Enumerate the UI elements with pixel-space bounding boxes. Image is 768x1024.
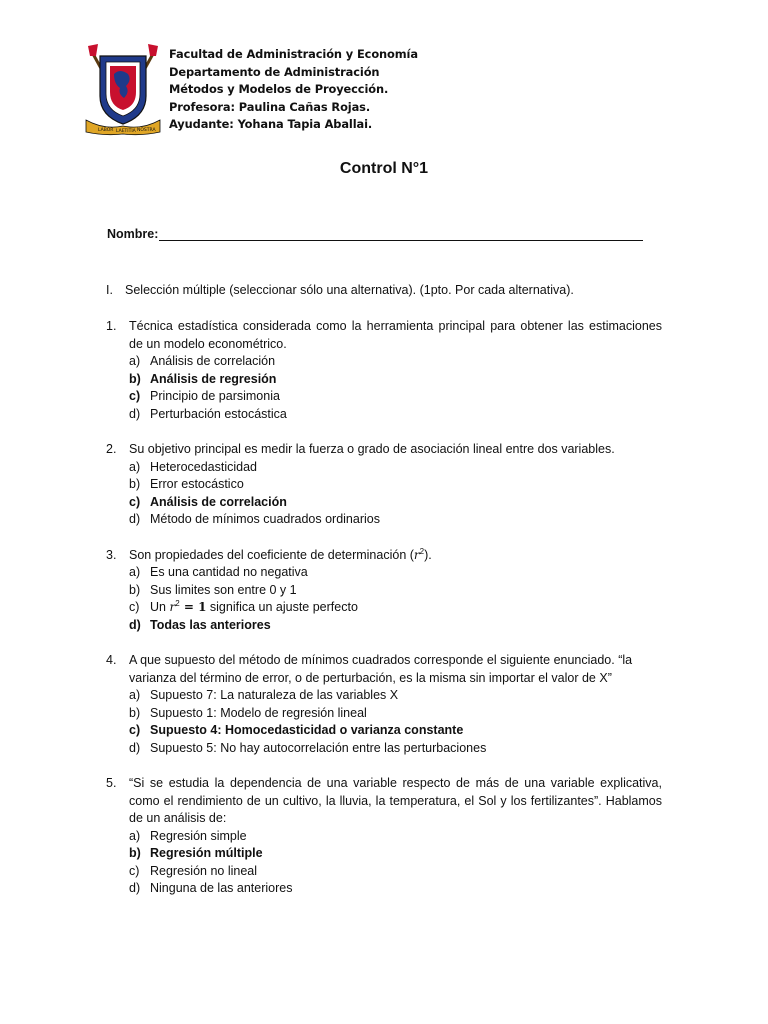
question-text: A que supuesto del método de mínimos cuadrados corresponde el siguiente enunciado. “la varianza del término de error, o de perturbación, es la misma sin importar el valor de X” [129, 653, 633, 685]
section-instructions: Selección múltiple (seleccionar sólo una alternativa). (1pto. Por cada alternativa). [125, 283, 574, 297]
option-b[interactable]: b) Análisis de regresión [129, 371, 277, 386]
name-field[interactable] [107, 227, 643, 241]
question-list [106, 318, 662, 916]
option-c[interactable]: c) Análisis de correlación [129, 494, 287, 509]
question-text: “Si se estudia la dependencia de una variable respecto de más de una variable explicativa, como el rendimiento de un cultivo, la lluvia, la temperatura, el Sol y los fertilizantes”. Hablamos de un análisis de: [129, 776, 662, 825]
option-d[interactable]: d) Perturbación estocástica [129, 406, 287, 421]
option-d[interactable]: d) Ninguna de las anteriores [129, 881, 293, 895]
option-c[interactable]: c) Supuesto 4: Homocedasticidad o varianza constante [129, 723, 464, 737]
option-a[interactable]: a) Análisis de correlación [129, 354, 276, 368]
option-c[interactable]: c) Principio de parsimonia [129, 389, 280, 403]
crest-banner-text [98, 127, 156, 134]
university-crest-icon [84, 44, 162, 136]
option-d[interactable]: d) Método de mínimos cuadrados ordinarios [129, 512, 380, 526]
page-title: Control N°1 [339, 160, 429, 177]
section-number: I. [106, 283, 113, 297]
option-text: Un $r^2 = 1$ significa un ajuste perfecto [150, 598, 358, 614]
institution-header [169, 46, 418, 134]
name-blank-line[interactable] [159, 227, 643, 241]
question-1 [106, 318, 662, 423]
question-text: Su objetivo principal es medir la fuerza o grado de asociación lineal entre dos variables. [129, 442, 615, 456]
option-a[interactable]: a) Heterocedasticidad [129, 459, 258, 474]
question-number: 3. [106, 547, 117, 562]
option-b[interactable]: b) Error estocástico [129, 477, 244, 491]
question-5 [106, 775, 662, 898]
question-text: Técnica estadística considerada como la herramienta principal para obtener las estimaciones de un modelo econométrico. [129, 319, 662, 351]
option-d[interactable]: d) Todas las anteriores [129, 617, 271, 632]
question-number: 5. [106, 776, 117, 790]
question-number: 1. [106, 319, 117, 333]
faculty-line: Facultad de Administración y Economía [169, 47, 418, 61]
svg-text:LABOR: LABOR [98, 128, 114, 133]
svg-text:NOSTRA: NOSTRA [137, 128, 156, 133]
option-a[interactable]: a) Supuesto 7: La naturaleza de las variables X [129, 688, 399, 702]
department-line: Departamento de Administración [169, 64, 380, 79]
question-text: Son propiedades del coeficiente de determinación $(r^2)$. [129, 546, 432, 562]
option-a[interactable]: a) Es una cantidad no negativa [129, 565, 308, 579]
section-heading [106, 283, 574, 297]
course-line: Métodos y Modelos de Proyección. [169, 82, 389, 97]
option-d[interactable]: d) Supuesto 5: No hay autocorrelación entre las perturbaciones [129, 740, 487, 755]
professor-line: Profesora: Paulina Cañas Rojas. [169, 99, 371, 114]
option-b[interactable]: b) Sus limites son entre 0 y 1 [129, 582, 297, 597]
question-number: 4. [106, 653, 117, 667]
option-b[interactable]: b) Supuesto 1: Modelo de regresión lineal [129, 705, 367, 720]
option-c[interactable]: c) Regresión no lineal [129, 863, 258, 878]
option-a[interactable]: a) Regresión simple [129, 828, 247, 843]
option-b[interactable]: b) Regresión múltiple [129, 846, 263, 860]
assistant-line: Ayudante: Yohana Tapia Aballai. [169, 117, 373, 132]
name-label: Nombre: [107, 227, 159, 241]
question-number: 2. [106, 442, 117, 456]
svg-text:LAETITIA: LAETITIA [116, 129, 136, 134]
question-3 [106, 547, 662, 635]
option-c[interactable]: c) Un $r^2 = 1$ significa un ajuste perfecto [106, 599, 662, 617]
question-2 [106, 441, 662, 529]
question-4 [106, 652, 662, 757]
